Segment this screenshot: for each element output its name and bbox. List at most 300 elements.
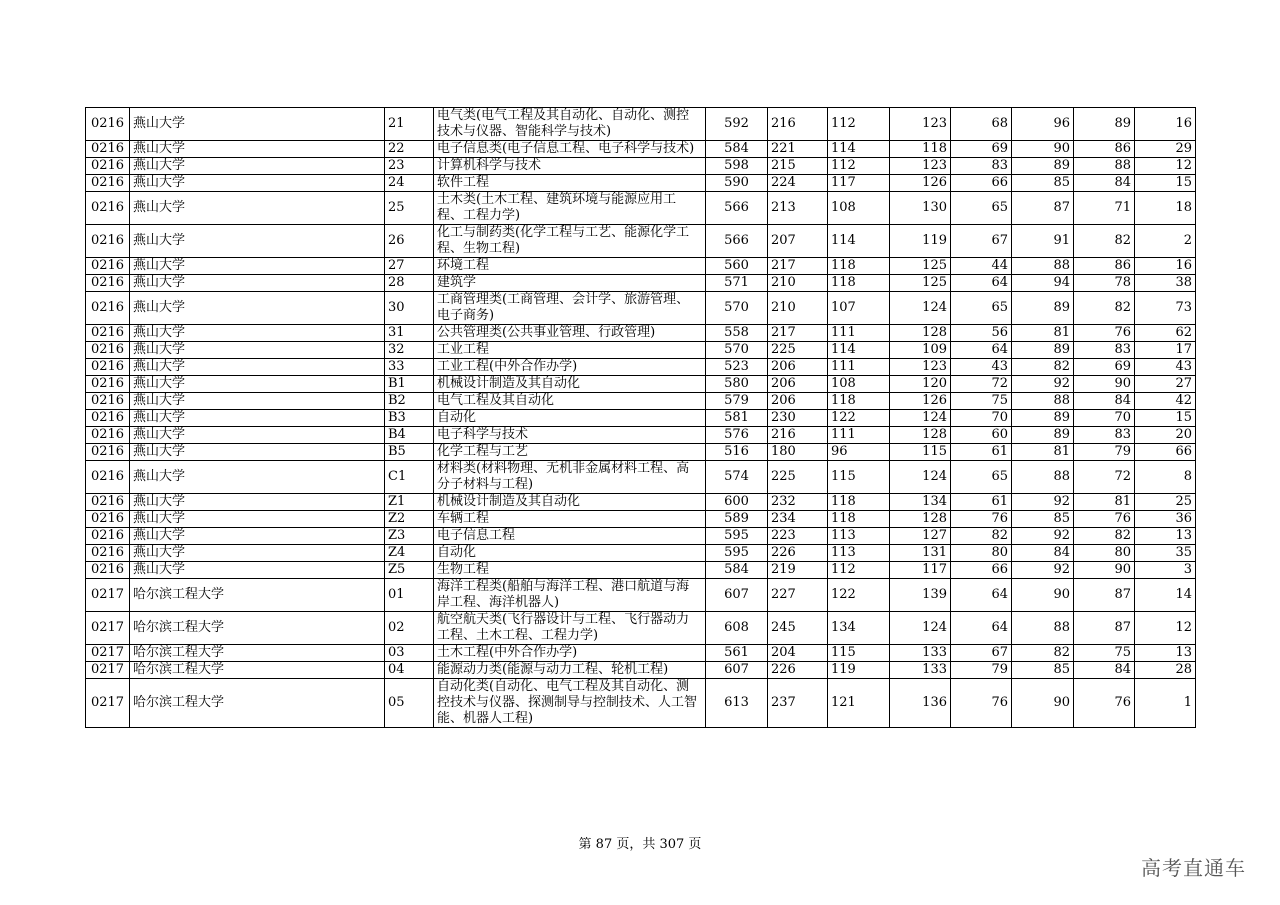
score-col-1-cell: 216: [768, 108, 828, 141]
score-col-6-cell: 81: [1074, 494, 1135, 511]
score-col-3-cell: 125: [890, 275, 951, 292]
score-col-1-cell: 221: [768, 141, 828, 158]
major-name-cell: 工业工程: [434, 342, 706, 359]
school-code-cell: 0216: [86, 258, 130, 275]
school-code-cell: 0216: [86, 275, 130, 292]
table-row: [86, 579, 1196, 612]
score-col-4-cell: 56: [951, 325, 1012, 342]
score-col-7-cell: 66: [1135, 444, 1196, 461]
score-col-2-cell: 114: [828, 141, 890, 158]
table-row: [86, 225, 1196, 258]
score-col-6-cell: 83: [1074, 342, 1135, 359]
major-name-cell: 电子信息工程: [434, 528, 706, 545]
score-col-3-cell: 133: [890, 662, 951, 679]
score-col-3-cell: 119: [890, 225, 951, 258]
group-code-cell: Z3: [385, 528, 434, 545]
school-code-cell: 0216: [86, 175, 130, 192]
score-col-1-cell: 224: [768, 175, 828, 192]
score-col-2-cell: 117: [828, 175, 890, 192]
score-col-2-cell: 118: [828, 258, 890, 275]
score-col-6-cell: 75: [1074, 645, 1135, 662]
school-code-cell: 0216: [86, 292, 130, 325]
score-col-7-cell: 2: [1135, 225, 1196, 258]
score-col-2-cell: 112: [828, 562, 890, 579]
score-col-1-cell: 204: [768, 645, 828, 662]
school-code-cell: 0217: [86, 662, 130, 679]
group-code-cell: 30: [385, 292, 434, 325]
score-col-5-cell: 88: [1012, 612, 1074, 645]
admission-score-table: [85, 107, 1196, 728]
score-col-1-cell: 210: [768, 292, 828, 325]
score-col-5-cell: 85: [1012, 662, 1074, 679]
score-col-2-cell: 108: [828, 192, 890, 225]
score-col-2-cell: 114: [828, 342, 890, 359]
score-col-5-cell: 92: [1012, 562, 1074, 579]
school-code-cell: 0216: [86, 325, 130, 342]
major-name-cell: 化学工程与工艺: [434, 444, 706, 461]
score-col-4-cell: 76: [951, 511, 1012, 528]
group-code-cell: 26: [385, 225, 434, 258]
total-score-cell: 580: [706, 376, 768, 393]
school-code-cell: 0216: [86, 158, 130, 175]
score-col-1-cell: 213: [768, 192, 828, 225]
score-col-2-cell: 114: [828, 225, 890, 258]
score-col-7-cell: 16: [1135, 108, 1196, 141]
school-code-cell: 0216: [86, 494, 130, 511]
major-name-cell: 电气类(电气工程及其自动化、自动化、测控技术与仪器、智能科学与技术): [434, 108, 706, 141]
table-row: [86, 175, 1196, 192]
score-col-7-cell: 12: [1135, 612, 1196, 645]
school-code-cell: 0216: [86, 342, 130, 359]
score-col-2-cell: 111: [828, 325, 890, 342]
major-name-cell: 工商管理类(工商管理、会计学、旅游管理、电子商务): [434, 292, 706, 325]
total-score-cell: 523: [706, 359, 768, 376]
school-name-cell: 燕山大学: [130, 427, 385, 444]
score-col-2-cell: 113: [828, 528, 890, 545]
total-score-cell: 566: [706, 192, 768, 225]
school-name-cell: 燕山大学: [130, 141, 385, 158]
watermark-logo: 高考直通车: [1141, 856, 1246, 880]
group-code-cell: B5: [385, 444, 434, 461]
score-col-6-cell: 76: [1074, 679, 1135, 728]
score-col-1-cell: 223: [768, 528, 828, 545]
score-col-7-cell: 38: [1135, 275, 1196, 292]
score-col-7-cell: 20: [1135, 427, 1196, 444]
score-col-2-cell: 111: [828, 427, 890, 444]
score-col-5-cell: 91: [1012, 225, 1074, 258]
school-name-cell: 哈尔滨工程大学: [130, 612, 385, 645]
total-score-cell: 607: [706, 579, 768, 612]
group-code-cell: 05: [385, 679, 434, 728]
major-name-cell: 计算机科学与技术: [434, 158, 706, 175]
score-col-5-cell: 88: [1012, 393, 1074, 410]
score-col-4-cell: 61: [951, 444, 1012, 461]
group-code-cell: Z5: [385, 562, 434, 579]
major-name-cell: 机械设计制造及其自动化: [434, 376, 706, 393]
score-col-3-cell: 139: [890, 579, 951, 612]
table-row: [86, 359, 1196, 376]
table-row: [86, 275, 1196, 292]
table-row: [86, 461, 1196, 494]
major-name-cell: 机械设计制造及其自动化: [434, 494, 706, 511]
score-col-7-cell: 15: [1135, 175, 1196, 192]
table-row: [86, 376, 1196, 393]
total-score-cell: 566: [706, 225, 768, 258]
score-col-3-cell: 124: [890, 461, 951, 494]
school-name-cell: 燕山大学: [130, 494, 385, 511]
group-code-cell: 24: [385, 175, 434, 192]
score-col-3-cell: 123: [890, 158, 951, 175]
score-col-6-cell: 90: [1074, 562, 1135, 579]
score-col-3-cell: 125: [890, 258, 951, 275]
score-col-7-cell: 42: [1135, 393, 1196, 410]
score-col-5-cell: 92: [1012, 494, 1074, 511]
table-row: [86, 141, 1196, 158]
score-col-1-cell: 230: [768, 410, 828, 427]
score-col-1-cell: 227: [768, 579, 828, 612]
group-code-cell: 21: [385, 108, 434, 141]
score-col-6-cell: 87: [1074, 579, 1135, 612]
score-col-6-cell: 88: [1074, 158, 1135, 175]
score-col-1-cell: 237: [768, 679, 828, 728]
group-code-cell: 22: [385, 141, 434, 158]
score-col-3-cell: 124: [890, 612, 951, 645]
total-score-cell: 613: [706, 679, 768, 728]
table-row: [86, 511, 1196, 528]
table-row: [86, 427, 1196, 444]
score-col-4-cell: 79: [951, 662, 1012, 679]
score-col-6-cell: 76: [1074, 511, 1135, 528]
score-col-2-cell: 119: [828, 662, 890, 679]
school-name-cell: 燕山大学: [130, 192, 385, 225]
school-name-cell: 燕山大学: [130, 444, 385, 461]
school-name-cell: 燕山大学: [130, 175, 385, 192]
total-score-cell: 608: [706, 612, 768, 645]
score-col-4-cell: 61: [951, 494, 1012, 511]
total-score-cell: 598: [706, 158, 768, 175]
score-col-4-cell: 43: [951, 359, 1012, 376]
score-col-1-cell: 226: [768, 545, 828, 562]
score-col-3-cell: 123: [890, 359, 951, 376]
group-code-cell: 02: [385, 612, 434, 645]
score-col-2-cell: 121: [828, 679, 890, 728]
score-col-7-cell: 28: [1135, 662, 1196, 679]
score-col-5-cell: 88: [1012, 461, 1074, 494]
score-col-1-cell: 234: [768, 511, 828, 528]
table-row: [86, 645, 1196, 662]
group-code-cell: 33: [385, 359, 434, 376]
table-row: [86, 444, 1196, 461]
total-score-cell: 561: [706, 645, 768, 662]
score-col-5-cell: 90: [1012, 141, 1074, 158]
score-col-6-cell: 89: [1074, 108, 1135, 141]
score-col-1-cell: 245: [768, 612, 828, 645]
score-col-5-cell: 96: [1012, 108, 1074, 141]
school-code-cell: 0216: [86, 511, 130, 528]
school-name-cell: 燕山大学: [130, 108, 385, 141]
group-code-cell: 31: [385, 325, 434, 342]
score-col-3-cell: 126: [890, 175, 951, 192]
group-code-cell: 27: [385, 258, 434, 275]
table-row: [86, 528, 1196, 545]
total-score-cell: 570: [706, 292, 768, 325]
major-name-cell: 能源动力类(能源与动力工程、轮机工程): [434, 662, 706, 679]
group-code-cell: 04: [385, 662, 434, 679]
score-col-3-cell: 128: [890, 511, 951, 528]
total-score-cell: 516: [706, 444, 768, 461]
group-code-cell: B1: [385, 376, 434, 393]
table-row: [86, 292, 1196, 325]
school-code-cell: 0216: [86, 461, 130, 494]
major-name-cell: 土木工程(中外合作办学): [434, 645, 706, 662]
major-name-cell: 电子科学与技术: [434, 427, 706, 444]
score-col-3-cell: 128: [890, 427, 951, 444]
score-col-4-cell: 67: [951, 225, 1012, 258]
school-name-cell: 燕山大学: [130, 410, 385, 427]
table-row: [86, 679, 1196, 728]
major-name-cell: 海洋工程类(船舶与海洋工程、港口航道与海岸工程、海洋机器人): [434, 579, 706, 612]
score-col-6-cell: 80: [1074, 545, 1135, 562]
school-code-cell: 0216: [86, 393, 130, 410]
total-score-cell: 584: [706, 562, 768, 579]
score-col-3-cell: 134: [890, 494, 951, 511]
score-col-4-cell: 66: [951, 175, 1012, 192]
major-name-cell: 软件工程: [434, 175, 706, 192]
score-col-6-cell: 70: [1074, 410, 1135, 427]
score-col-5-cell: 87: [1012, 192, 1074, 225]
group-code-cell: B3: [385, 410, 434, 427]
score-col-6-cell: 86: [1074, 141, 1135, 158]
school-name-cell: 燕山大学: [130, 342, 385, 359]
table-row: [86, 258, 1196, 275]
total-score-cell: 558: [706, 325, 768, 342]
score-col-6-cell: 83: [1074, 427, 1135, 444]
school-name-cell: 燕山大学: [130, 158, 385, 175]
table-row: [86, 662, 1196, 679]
school-code-cell: 0216: [86, 545, 130, 562]
school-code-cell: 0216: [86, 359, 130, 376]
score-col-4-cell: 65: [951, 292, 1012, 325]
school-code-cell: 0217: [86, 612, 130, 645]
page-number: 第 87 页，共 307 页: [578, 837, 702, 852]
school-name-cell: 哈尔滨工程大学: [130, 679, 385, 728]
score-col-4-cell: 70: [951, 410, 1012, 427]
total-score-cell: 607: [706, 662, 768, 679]
school-code-cell: 0216: [86, 108, 130, 141]
score-col-6-cell: 79: [1074, 444, 1135, 461]
score-col-7-cell: 17: [1135, 342, 1196, 359]
score-col-2-cell: 115: [828, 461, 890, 494]
score-col-6-cell: 82: [1074, 528, 1135, 545]
school-name-cell: 燕山大学: [130, 225, 385, 258]
table-row: [86, 612, 1196, 645]
score-col-6-cell: 76: [1074, 325, 1135, 342]
group-code-cell: Z2: [385, 511, 434, 528]
school-code-cell: 0216: [86, 141, 130, 158]
school-name-cell: 哈尔滨工程大学: [130, 662, 385, 679]
table-row: [86, 325, 1196, 342]
score-col-4-cell: 69: [951, 141, 1012, 158]
score-col-2-cell: 108: [828, 376, 890, 393]
group-code-cell: 25: [385, 192, 434, 225]
score-col-2-cell: 122: [828, 579, 890, 612]
score-col-1-cell: 217: [768, 325, 828, 342]
table-row: [86, 494, 1196, 511]
score-col-6-cell: 84: [1074, 175, 1135, 192]
school-code-cell: 0216: [86, 528, 130, 545]
score-col-4-cell: 60: [951, 427, 1012, 444]
school-name-cell: 燕山大学: [130, 511, 385, 528]
score-col-5-cell: 84: [1012, 545, 1074, 562]
score-col-2-cell: 118: [828, 393, 890, 410]
group-code-cell: 28: [385, 275, 434, 292]
score-col-7-cell: 18: [1135, 192, 1196, 225]
score-col-5-cell: 85: [1012, 511, 1074, 528]
school-code-cell: 0216: [86, 225, 130, 258]
group-code-cell: B2: [385, 393, 434, 410]
school-name-cell: 燕山大学: [130, 275, 385, 292]
score-col-3-cell: 133: [890, 645, 951, 662]
total-score-cell: 592: [706, 108, 768, 141]
table-row: [86, 342, 1196, 359]
score-col-5-cell: 88: [1012, 258, 1074, 275]
major-name-cell: 建筑学: [434, 275, 706, 292]
score-col-1-cell: 215: [768, 158, 828, 175]
score-col-1-cell: 216: [768, 427, 828, 444]
major-name-cell: 化工与制药类(化学工程与工艺、能源化学工程、生物工程): [434, 225, 706, 258]
score-col-5-cell: 89: [1012, 410, 1074, 427]
total-score-cell: 584: [706, 141, 768, 158]
score-col-5-cell: 89: [1012, 292, 1074, 325]
total-score-cell: 574: [706, 461, 768, 494]
score-col-7-cell: 43: [1135, 359, 1196, 376]
score-col-6-cell: 86: [1074, 258, 1135, 275]
school-name-cell: 哈尔滨工程大学: [130, 645, 385, 662]
school-name-cell: 哈尔滨工程大学: [130, 579, 385, 612]
score-col-5-cell: 92: [1012, 376, 1074, 393]
score-col-6-cell: 82: [1074, 225, 1135, 258]
major-name-cell: 电气工程及其自动化: [434, 393, 706, 410]
score-col-7-cell: 36: [1135, 511, 1196, 528]
school-code-cell: 0217: [86, 645, 130, 662]
group-code-cell: 01: [385, 579, 434, 612]
group-code-cell: B4: [385, 427, 434, 444]
score-col-7-cell: 29: [1135, 141, 1196, 158]
score-col-1-cell: 206: [768, 393, 828, 410]
score-col-3-cell: 127: [890, 528, 951, 545]
score-col-5-cell: 90: [1012, 679, 1074, 728]
score-col-5-cell: 81: [1012, 444, 1074, 461]
total-score-cell: 595: [706, 545, 768, 562]
score-col-6-cell: 78: [1074, 275, 1135, 292]
school-code-cell: 0216: [86, 192, 130, 225]
major-name-cell: 材料类(材料物理、无机非金属材料工程、高分子材料与工程): [434, 461, 706, 494]
score-col-5-cell: 81: [1012, 325, 1074, 342]
school-code-cell: 0216: [86, 444, 130, 461]
score-col-4-cell: 80: [951, 545, 1012, 562]
major-name-cell: 自动化类(自动化、电气工程及其自动化、测控技术与仪器、探测制导与控制技术、人工智能、机器人工程): [434, 679, 706, 728]
total-score-cell: 570: [706, 342, 768, 359]
score-col-6-cell: 69: [1074, 359, 1135, 376]
score-col-4-cell: 83: [951, 158, 1012, 175]
score-col-3-cell: 128: [890, 325, 951, 342]
score-col-2-cell: 115: [828, 645, 890, 662]
score-col-3-cell: 109: [890, 342, 951, 359]
score-col-4-cell: 44: [951, 258, 1012, 275]
score-col-2-cell: 112: [828, 158, 890, 175]
score-col-4-cell: 76: [951, 679, 1012, 728]
score-col-6-cell: 84: [1074, 662, 1135, 679]
school-name-cell: 燕山大学: [130, 528, 385, 545]
group-code-cell: 23: [385, 158, 434, 175]
score-col-7-cell: 27: [1135, 376, 1196, 393]
total-score-cell: 581: [706, 410, 768, 427]
school-name-cell: 燕山大学: [130, 359, 385, 376]
total-score-cell: 576: [706, 427, 768, 444]
school-code-cell: 0217: [86, 579, 130, 612]
score-col-5-cell: 82: [1012, 359, 1074, 376]
score-col-4-cell: 64: [951, 275, 1012, 292]
score-col-7-cell: 16: [1135, 258, 1196, 275]
score-col-4-cell: 82: [951, 528, 1012, 545]
score-col-3-cell: 123: [890, 108, 951, 141]
score-col-2-cell: 96: [828, 444, 890, 461]
score-col-4-cell: 68: [951, 108, 1012, 141]
score-col-3-cell: 115: [890, 444, 951, 461]
score-col-5-cell: 82: [1012, 645, 1074, 662]
school-code-cell: 0216: [86, 562, 130, 579]
score-col-4-cell: 64: [951, 612, 1012, 645]
total-score-cell: 571: [706, 275, 768, 292]
score-col-3-cell: 131: [890, 545, 951, 562]
school-code-cell: 0217: [86, 679, 130, 728]
score-col-4-cell: 66: [951, 562, 1012, 579]
score-col-1-cell: 232: [768, 494, 828, 511]
school-name-cell: 燕山大学: [130, 325, 385, 342]
total-score-cell: 579: [706, 393, 768, 410]
score-col-2-cell: 107: [828, 292, 890, 325]
score-col-3-cell: 136: [890, 679, 951, 728]
score-col-3-cell: 117: [890, 562, 951, 579]
school-name-cell: 燕山大学: [130, 545, 385, 562]
school-code-cell: 0216: [86, 427, 130, 444]
score-col-7-cell: 1: [1135, 679, 1196, 728]
table-row: [86, 410, 1196, 427]
major-name-cell: 环境工程: [434, 258, 706, 275]
major-name-cell: 土木类(土木工程、建筑环境与能源应用工程、工程力学): [434, 192, 706, 225]
score-col-6-cell: 84: [1074, 393, 1135, 410]
score-col-3-cell: 120: [890, 376, 951, 393]
table-row: [86, 158, 1196, 175]
score-col-1-cell: 206: [768, 359, 828, 376]
score-col-3-cell: 124: [890, 410, 951, 427]
score-col-2-cell: 122: [828, 410, 890, 427]
score-col-7-cell: 13: [1135, 528, 1196, 545]
score-col-6-cell: 87: [1074, 612, 1135, 645]
score-col-7-cell: 35: [1135, 545, 1196, 562]
score-col-2-cell: 118: [828, 511, 890, 528]
school-name-cell: 燕山大学: [130, 393, 385, 410]
table-row: [86, 545, 1196, 562]
score-col-3-cell: 118: [890, 141, 951, 158]
score-col-7-cell: 73: [1135, 292, 1196, 325]
score-col-3-cell: 126: [890, 393, 951, 410]
score-col-4-cell: 65: [951, 192, 1012, 225]
score-col-5-cell: 89: [1012, 427, 1074, 444]
major-name-cell: 生物工程: [434, 562, 706, 579]
score-col-2-cell: 112: [828, 108, 890, 141]
table-row: [86, 108, 1196, 141]
